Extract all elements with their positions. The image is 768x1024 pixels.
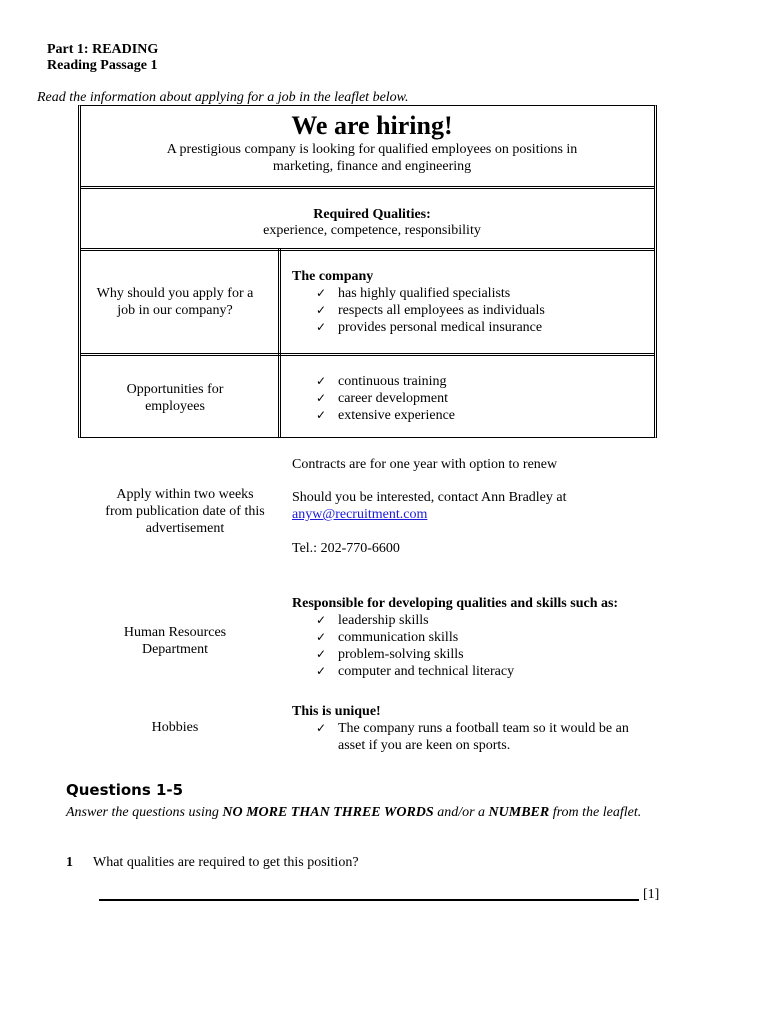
contracts-text: Contracts are for one year with option to renew <box>292 457 558 472</box>
question-number: 1 <box>66 855 73 870</box>
check-icon: ✓ <box>316 408 327 422</box>
check-icon: ✓ <box>316 721 327 735</box>
opportunities-section <box>292 373 455 424</box>
required-qualities-title: Required Qualities: <box>313 207 431 222</box>
question-text: What qualities are required to get this position? <box>93 855 359 870</box>
list-item: ✓ provides personal medical insurance <box>316 320 543 335</box>
hr-section <box>292 595 618 680</box>
list-item: ✓ has highly qualified specialists <box>316 286 511 301</box>
telephone-text: Tel.: 202-770-6600 <box>292 541 400 556</box>
check-icon: ✓ <box>316 303 327 317</box>
leaflet-headline: We are hiring! <box>291 111 453 140</box>
apply-label: Apply within two weeks from publication date of this advertisement <box>105 487 265 536</box>
contact-text: Should you be interested, contact Ann Bradley at <box>292 490 567 505</box>
check-icon: ✓ <box>316 320 327 334</box>
required-qualities-text: experience, competence, responsibility <box>263 223 481 238</box>
opportunities-label: Opportunities for employees <box>126 382 224 414</box>
list-item: ✓ leadership skills <box>316 613 429 628</box>
check-icon: ✓ <box>316 613 327 627</box>
check-icon: ✓ <box>316 664 327 678</box>
list-item: ✓ career development <box>316 391 448 406</box>
intro-text: Read the information about applying for a job in the leaflet below. <box>37 90 409 105</box>
hobbies-section <box>292 703 632 754</box>
hobbies-label: Hobbies <box>151 720 199 735</box>
check-icon: ✓ <box>316 374 327 388</box>
questions-instructions: Answer the questions using NO MORE THAN THREE WORDS and/or a NUMBER from the leaflet. <box>66 805 642 820</box>
check-icon: ✓ <box>316 286 327 300</box>
company-section <box>292 268 545 336</box>
why-apply-label: Why should you apply for a job in our company? <box>96 286 254 318</box>
passage-title: Reading Passage 1 <box>47 58 158 73</box>
check-icon: ✓ <box>316 647 327 661</box>
list-item: ✓ computer and technical literacy <box>316 664 515 679</box>
questions-heading: Questions 1-5 <box>66 781 184 799</box>
check-icon: ✓ <box>316 630 327 644</box>
list-item: ✓ problem-solving skills <box>316 647 464 662</box>
company-title: The company <box>292 269 374 284</box>
hr-title: Responsible for developing qualities and skills such as: <box>292 596 619 611</box>
hobbies-title: This is unique! <box>292 704 381 719</box>
list-item: ✓ respects all employees as individuals <box>316 303 545 318</box>
list-item: ✓ The company runs a football team so it would be an asset if you are keen on sports. <box>316 721 629 753</box>
divider <box>81 248 654 251</box>
list-item: ✓ continuous training <box>316 374 447 389</box>
divider <box>81 353 654 356</box>
email-link[interactable]: anyw@recruitment.com <box>292 507 428 522</box>
column-divider <box>278 248 281 438</box>
list-item: ✓ communication skills <box>316 630 459 645</box>
leaflet-subheadline: A prestigious company is looking for qualified employees on positions in marketing, finance and engineering <box>166 142 578 174</box>
divider <box>81 186 654 189</box>
mark-allocation: [1] <box>643 887 660 902</box>
part-title: Part 1: READING <box>47 42 159 57</box>
answer-line[interactable] <box>99 899 639 901</box>
check-icon: ✓ <box>316 391 327 405</box>
hr-label: Human Resources Department <box>123 625 227 657</box>
list-item: ✓ extensive experience <box>316 408 455 423</box>
